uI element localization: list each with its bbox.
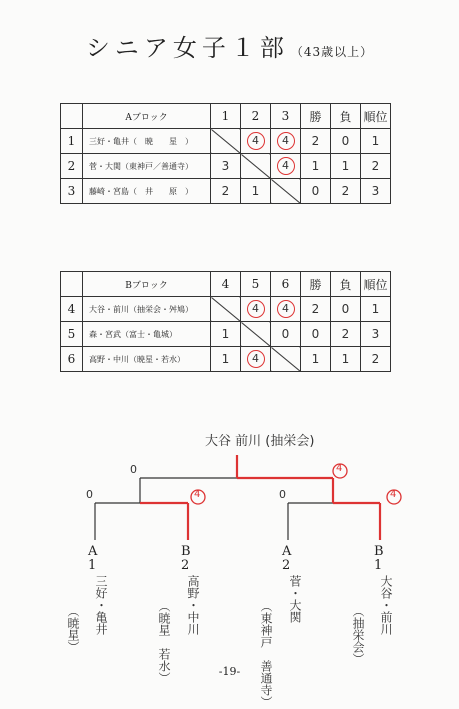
wins-cell: 2	[301, 129, 331, 154]
entry-club: （東神戸 善通寺）	[259, 600, 273, 708]
header-rank: 順位	[361, 272, 391, 297]
score-cell: 1	[241, 179, 271, 204]
team-name: 高野・中川（暁星・若水）	[83, 347, 211, 372]
losses-cell: 1	[331, 154, 361, 179]
final-right-score: 4	[336, 463, 343, 474]
semi2-right-score: 4	[390, 489, 397, 500]
rank-cell: 1	[361, 129, 391, 154]
header-col: 4	[211, 272, 241, 297]
score-cell: 1	[211, 347, 241, 372]
header-rank: 順位	[361, 104, 391, 129]
title-main: シニア女子１部	[85, 34, 289, 62]
semi1-right-score: 4	[194, 489, 201, 500]
entry-names: 大谷・前川	[379, 575, 393, 635]
losses-cell: 0	[331, 129, 361, 154]
losses-cell: 1	[331, 347, 361, 372]
score-cell: 0	[271, 322, 301, 347]
team-name: 藤崎・宮島（ 井 原 ）	[83, 179, 211, 204]
score-cell: 2	[211, 179, 241, 204]
team-name: 三好・亀井（ 暁 星 ）	[83, 129, 211, 154]
row-number: 4	[61, 297, 83, 322]
entry-seed: A 1	[88, 544, 98, 573]
team-name: 菅・大関（東神戸／善通寺）	[83, 154, 211, 179]
rank-cell: 3	[361, 322, 391, 347]
wins-cell: 1	[301, 347, 331, 372]
win-circle: 4	[277, 300, 295, 318]
bracket-winner: 大谷 前川 (抽栄会)	[205, 434, 315, 449]
row-number: 1	[61, 129, 83, 154]
header-losses: 負	[331, 104, 361, 129]
header-wins: 勝	[301, 272, 331, 297]
win-circle: 4	[277, 132, 295, 150]
entry-seed: B 1	[374, 544, 384, 573]
entry-seed: B 2	[181, 544, 191, 573]
rank-cell: 2	[361, 154, 391, 179]
row-number: 3	[61, 179, 83, 204]
header-col: 6	[271, 272, 301, 297]
rank-cell: 3	[361, 179, 391, 204]
wins-cell: 0	[301, 179, 331, 204]
score-cell: 1	[211, 322, 241, 347]
row-number: 5	[61, 322, 83, 347]
page-number: -19-	[218, 665, 241, 678]
win-circle: 4	[247, 350, 265, 368]
entry-names: 菅・大関	[288, 575, 302, 623]
header-wins: 勝	[301, 104, 331, 129]
rank-cell: 1	[361, 297, 391, 322]
header-col: 1	[211, 104, 241, 129]
team-name: 大谷・前川（抽栄会・舛鳩）	[83, 297, 211, 322]
win-circle: 4	[247, 300, 265, 318]
semi1-left-score: 0	[86, 488, 93, 501]
title-sub: （43歳以上）	[290, 45, 374, 59]
rank-cell: 2	[361, 347, 391, 372]
header-col: 2	[241, 104, 271, 129]
entry-club: （暁星 若水）	[157, 600, 171, 684]
wins-cell: 1	[301, 154, 331, 179]
header-block-label: Aブロック	[83, 104, 211, 129]
entry-club: （暁星）	[66, 605, 80, 653]
losses-cell: 2	[331, 322, 361, 347]
header-block-label: Bブロック	[83, 272, 211, 297]
row-number: 2	[61, 154, 83, 179]
header-col: 5	[241, 272, 271, 297]
score-cell: 3	[211, 154, 241, 179]
entry-names: 高野・中川	[186, 575, 200, 635]
semi2-left-score: 0	[279, 488, 286, 501]
entry-seed: A 2	[282, 544, 292, 573]
losses-cell: 2	[331, 179, 361, 204]
entry-club: （抽栄会）	[351, 605, 365, 665]
wins-cell: 2	[301, 297, 331, 322]
team-name: 森・宮武（富士・亀城）	[83, 322, 211, 347]
row-number: 6	[61, 347, 83, 372]
header-col: 3	[271, 104, 301, 129]
final-left-score: 0	[130, 463, 137, 476]
losses-cell: 0	[331, 297, 361, 322]
win-circle: 4	[277, 157, 295, 175]
win-circle: 4	[247, 132, 265, 150]
wins-cell: 0	[301, 322, 331, 347]
entry-names: 三好・亀井	[94, 575, 108, 635]
header-losses: 負	[331, 272, 361, 297]
